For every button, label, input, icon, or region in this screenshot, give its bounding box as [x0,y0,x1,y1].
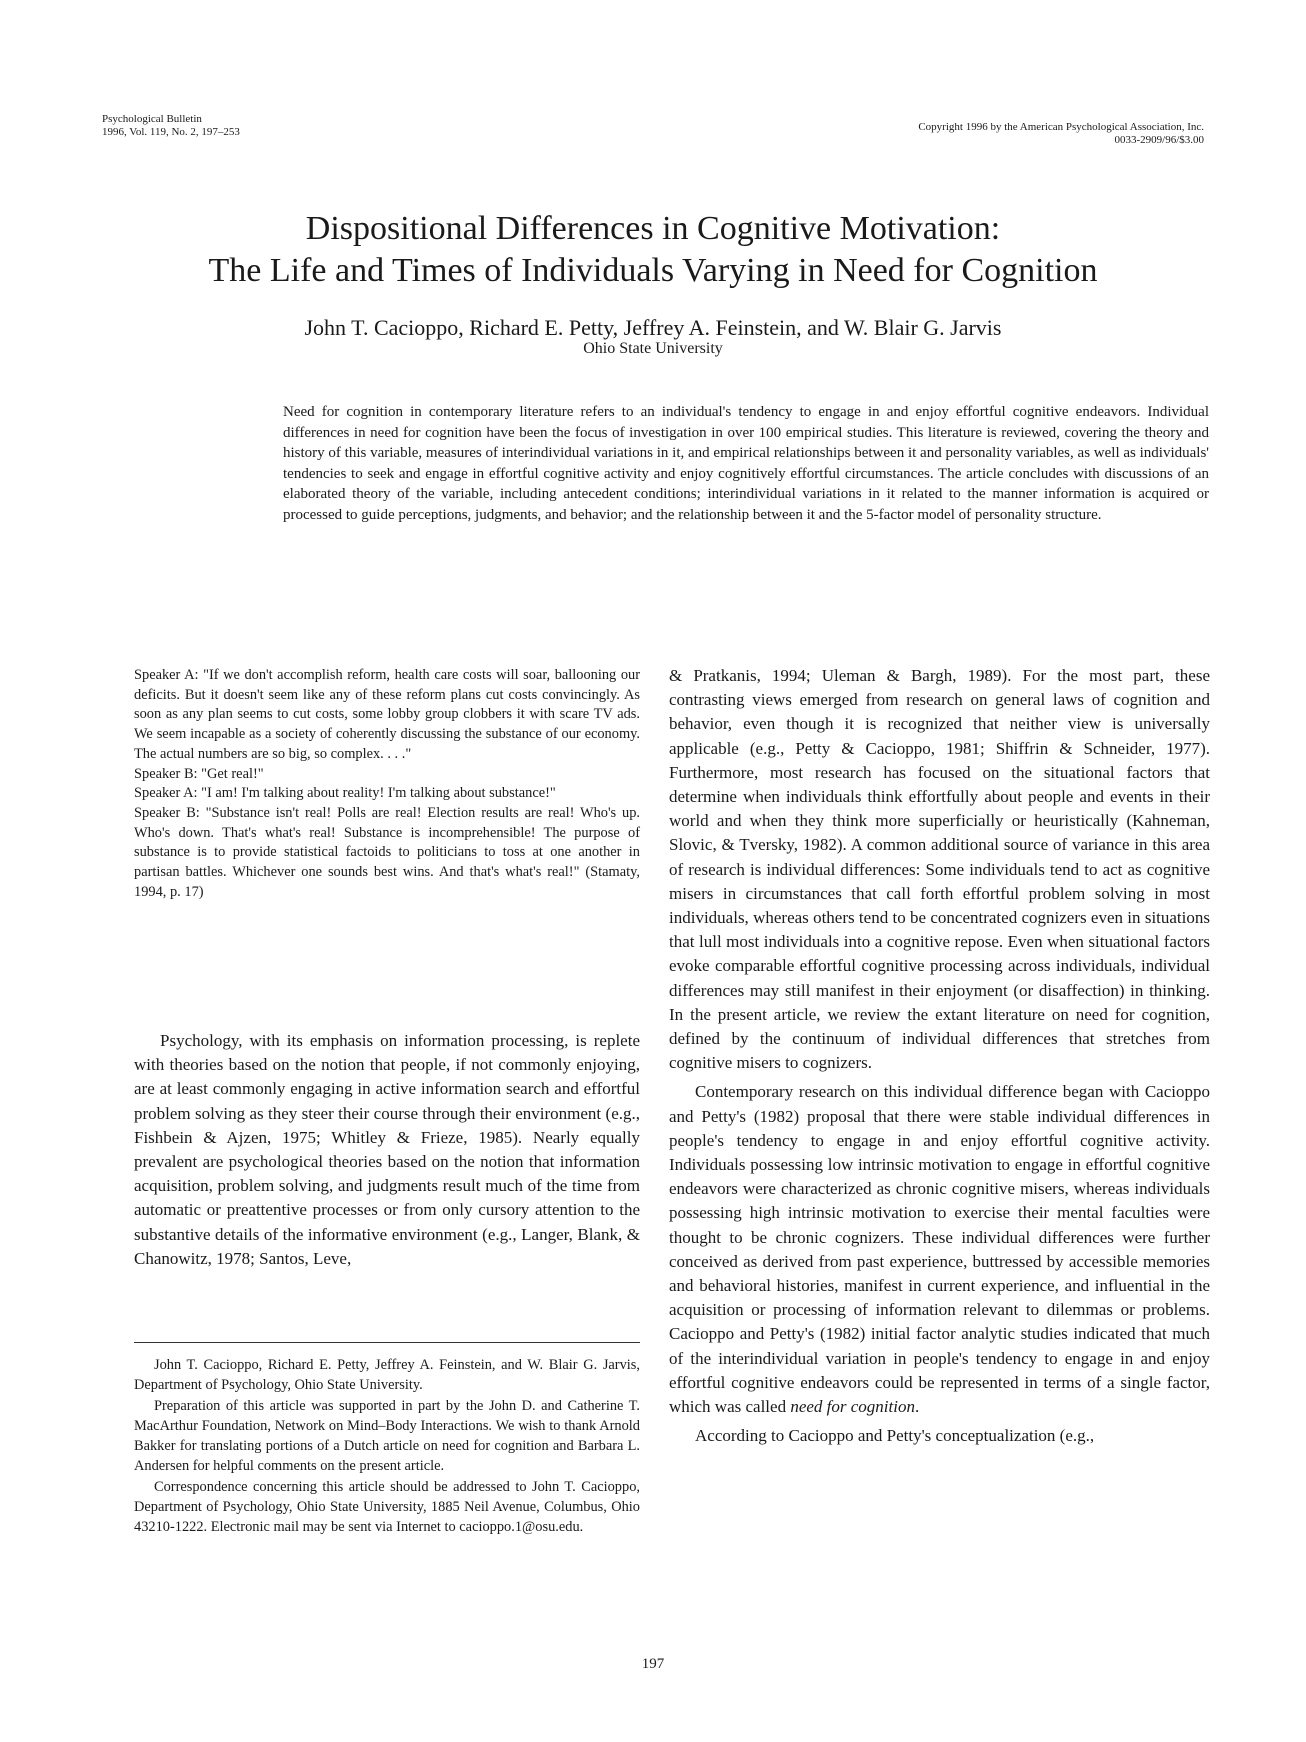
body-paragraph: Psychology, with its emphasis on information processing, is replete with theories based on the notion that people, if not commonly enjoying, are at least commonly engaging in active information search and effortful problem solving as they steer their course through their environment (e.g., Fishbein & Ajzen, 1975; Whitley & Frieze, 1985). Nearly equally prevalent are psychological theories based on the notion that information acquisition, problem solving, and judgments result much of the time from automatic or preattentive processes or from only cursory attention to the substantive details of the informative environment (e.g., Langer, Blank, & Chanowitz, 1978; Santos, Leve, [134,1031,640,1268]
journal-info [102,113,422,139]
footnotes [134,1355,640,1538]
footnote-funding: Preparation of this article was supported in part by the John D. and Catherine T. MacArthur Foundation, Network on Mind–Body Interactions. We wish to thank Arnold Bakker for translating portions of a Dutch article on need for cognition and Barbara L. Andersen for helpful comments on the present article. [134,1397,640,1475]
authors: John T. Cacioppo, Richard E. Petty, Jeffrey A. Feinstein, and W. Blair G. Jarvis [304,315,1002,340]
copyright-line: Copyright 1996 by the American Psychological Association, Inc. [918,121,1204,133]
body-right-column [669,664,1210,1449]
footnote-rule [134,1342,640,1343]
journal-volume: 1996, Vol. 119, No. 2, 197–253 [102,126,240,138]
body-text: . [914,1397,920,1417]
body-paragraph: According to Cacioppo and Petty's conceptualization (e.g., [695,1426,1095,1446]
affiliation: Ohio State University [583,340,723,357]
copyright-notice [684,121,1204,147]
abstract: Need for cognition in contemporary literature refers to an individual's tendency to engage in and enjoy effortful cognitive endeavors. Individual differences in need for cognition have been the focus of investigation in over 100 empirical studies. This literature is reviewed, covering the theory and history of this variable, measures of interindividual variations in it, and empirical relationships between it and personality variables, as well as individuals' tendencies to seek and engage in effortful cognitive activity and enjoy cognitively effortful circumstances. The article concludes with discussions of an elaborated theory of the variable, including antecedent conditions; interindividual variations in it related to the manner information is acquired or processed to guide perceptions, judgments, and behavior; and the relationship between it and the 5-factor model of personality structure. [283,404,1209,523]
footnote-author: John T. Cacioppo, Richard E. Petty, Jeffrey A. Feinstein, and W. Blair G. Jarvis, Department of Psychology, Ohio State University. [134,1357,640,1394]
title-line-2: The Life and Times of Individuals Varying in Need for Cognition [208,252,1098,289]
footnote-correspondence: Correspondence concerning this article should be addressed to John T. Cacioppo, Department of Psychology, Ohio State University, 1885 Neil Avenue, Columbus, Ohio 43210-1222. Electronic mail may be sent via Internet to cacioppo.1@osu.edu. [134,1478,640,1536]
epigraph [134,666,640,902]
page-number: 197 [641,1656,665,1672]
title-line-1: Dispositional Differences in Cognitive Motivation: [305,210,1001,247]
body-paragraph: & Pratkanis, 1994; Uleman & Bargh, 1989). For the most part, these contrasting views emerged from research on general laws of cognition and behavior, even though it is recognized that neither view is universally applicable (e.g., Petty & Cacioppo, 1981; Shiffrin & Schneider, 1977). Furthermore, most research has focused on the situational factors that determine when individuals think effortfully about people and events in their world and when they think more superficially or heuristically (Kahneman, Slovic, & Tversky, 1982). A common additional source of variance in this area of research is individual differences: Some individuals tend to act as cognitive misers in circumstances that call forth effortful problem solving in most individuals, whereas others tend to be concentrated cognizers even in situations that lull most individuals into a cognitive repose. Even when situational factors evoke comparable effortful cognitive processing across individuals, individual differences may still manifest in their enjoyment (or disaffection) in thinking. In the present article, we review the extant literature on need for cognition, defined by the continuum of individual differences that stretches from cognitive misers to cognizers. [669,666,1210,1073]
body-text: Contemporary research on this individual difference began with Cacioppo and Petty's (1982) proposal that there were stable individual differences in people's tendency to engage in and enjoy effortful cognitive activity. Individuals possessing low intrinsic motivation to engage in effortful cognitive endeavors were characterized as chronic cognitive misers, whereas individuals possessing high intrinsic motivation to exercise their mental faculties were thought to be chronic cognizers. These individual differences were further conceived as derived from past experience, buttressed by accessible memories and behavioral histories, manifest in current experience, and influential in the acquisition or processing of information relevant to dilemmas or problems. Cacioppo and Petty's (1982) initial factor analytic studies indicated that much of the interindividual variation in people's tendency to engage in and enjoy effortful cognitive endeavors could be represented in terms of a single factor, which was called [669,1082,1210,1417]
epigraph-line: Speaker A: "If we don't accomplish reform, health care costs will soar, ballooning our deficits. But it doesn't seem like any of these reform plans cut costs convincingly. As soon as any plan seems to cut costs, some lobby group clobbers it with scare TV ads. We seem incapable as a society of coherently discussing the substance of our economy. The actual numbers are so big, so complex. . . ." [134,667,640,762]
body-paragraph [669,1080,1210,1419]
journal-name: Psychological Bulletin [102,113,202,125]
epigraph-line: Speaker A: "I am! I'm talking about reality! I'm talking about substance!" [134,785,556,802]
issn-line: 0033-2909/96/$3.00 [1114,134,1204,146]
epigraph-line: Speaker B: "Substance isn't real! Polls are real! Election results are real! Who's up. Who's down. That's what's real! Substance is incomprehensible! The purpose of substance is to provide statistical factoids to politicians to toss at one another in partisan battles. Whichever one sounds best wins. And that's what's real!" (Stamaty, 1994, p. 17) [134,804,640,900]
article-title [60,208,1246,292]
term-need-for-cognition: need for cognition [790,1397,915,1417]
body-left-column [134,1029,640,1271]
epigraph-line: Speaker B: "Get real!" [134,765,264,782]
